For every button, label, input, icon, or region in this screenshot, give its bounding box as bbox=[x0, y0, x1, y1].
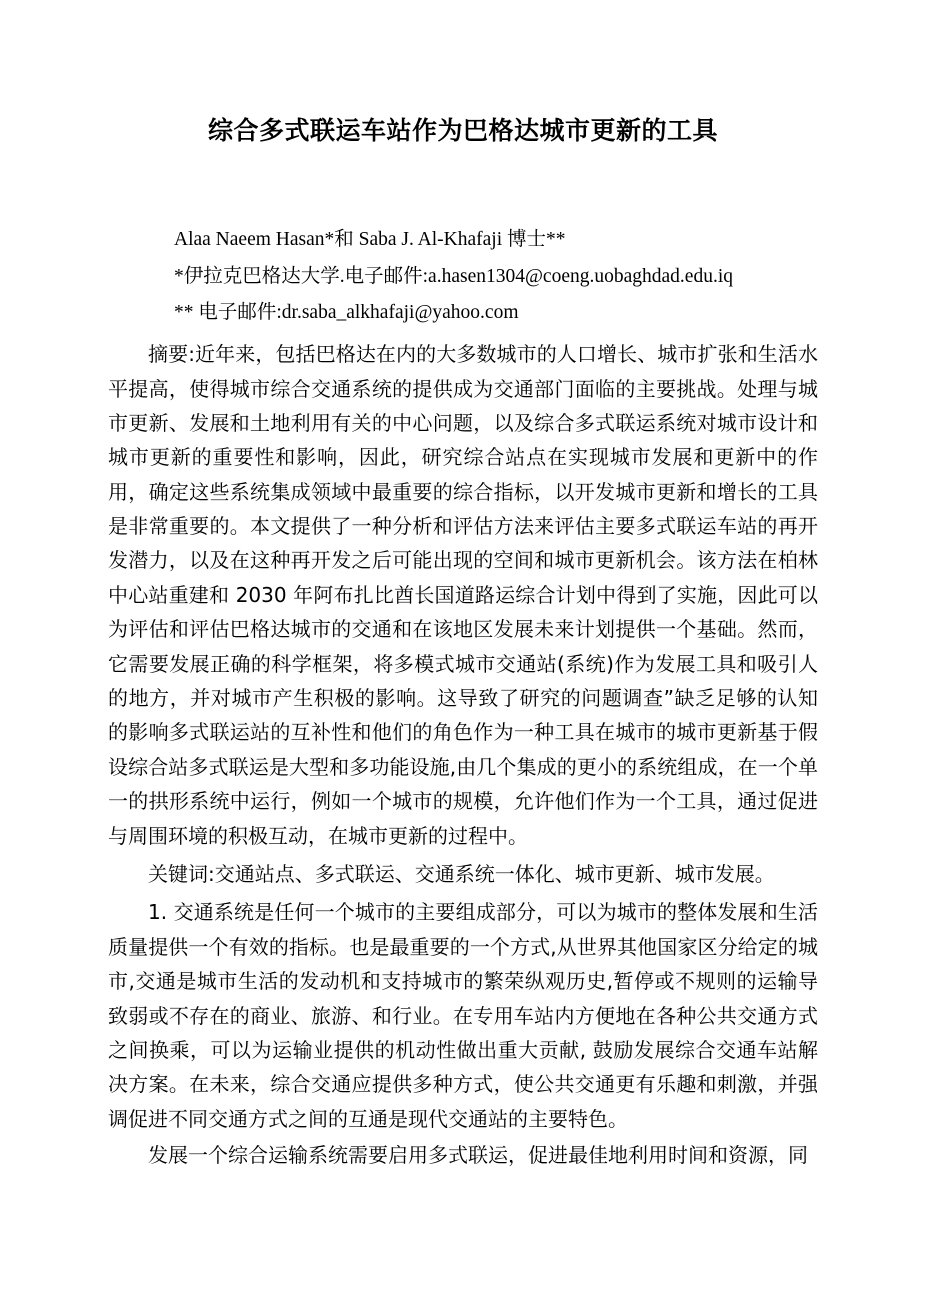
keywords-line: 关键词:交通站点、多式联运、交通系统一体化、城市更新、城市发展。 bbox=[148, 861, 775, 886]
section-2-paragraph: 发展一个综合运输系统需要启用多式联运，促进最佳地利用时间和资源，同 bbox=[148, 1143, 808, 1168]
author-names: Alaa Naeem Hasan*和 Saba J. Al-Khafaji 博士** bbox=[174, 229, 566, 250]
page-title: 综合多式联运车站作为巴格达城市更新的工具 bbox=[207, 118, 718, 145]
abstract-paragraph: 摘要:近年来，包括巴格达在内的大多数城市的人口增长、城市扩张和生活水平提高，使得城市综合交通系统的提供成为交通部门面临的主要挑战。处理与城市更新、发展和土地利用有关的中心问题，以及综合多式联运系统对城市设计和城市更新的重要性和影响，因此，研究综合站点在实现城市发展和更新中的作用，确定这些系统集成领域中最重要的综合指标，以开发城市更新和增长的工具是非常重要的。本文提供了一种分析和评估方法来评估主要多式联运车站的再开发潜力，以及在这种再开发之后可能出现的空间和城市更新机会。该方法在柏林中心站重建和 2030 年阿布扎比酋长国道路运综合计划中得到了实施，因此可以为评估和评估巴格达城市的交通和在该地区发展未来计划提供一个基础。然而，它需要发展正确的科学框架，将多模式城市交通站(系统)作为发展工具和吸引人的地方，并对城市产生积极的影响。这导致了研究的问题调查”缺乏足够的认知的影响多式联运站的互补性和他们的角色作为一种工具在城市的城市更新基于假设综合站多式联运是大型和多功能设施,由几个集成的更小的系统组成，在一个单一的拱形系统中运行，例如一个城市的规模，允许他们作为一个工具，通过促进与周围环境的积极互动，在城市更新的过程中。 bbox=[108, 342, 818, 848]
author-affiliation-email-1: *伊拉克巴格达大学.电子邮件:a.hasen1304@coeng.uobaghdad.edu.iq bbox=[174, 265, 733, 287]
authors-block bbox=[108, 223, 818, 331]
author-affiliation-email-2: ** 电子邮件:dr.saba_alkhafaji@yahoo.com bbox=[174, 302, 519, 324]
section-1-paragraph: 1. 交通系统是任何一个城市的主要组成部分，可以为城市的整体发展和生活质量提供一个有效的指标。也是最重要的一个方式,从世界其他国家区分给定的城市,交通是城市生活的发动机和支持城市的繁荣纵观历史,暂停或不规则的运输导致弱或不存在的商业、旅游、和行业。在专用车站内方便地在各种公共交通方式之间换乘，可以为运输业提供的机动性做出重大贡献, 鼓励发展综合交通车站解决方案。在未来，综合交通应提供多种方式，使公共交通更有乐趣和刺激，并强调促进不同交通方式之间的互通是现代交通站的主要特色。 bbox=[108, 900, 818, 1131]
